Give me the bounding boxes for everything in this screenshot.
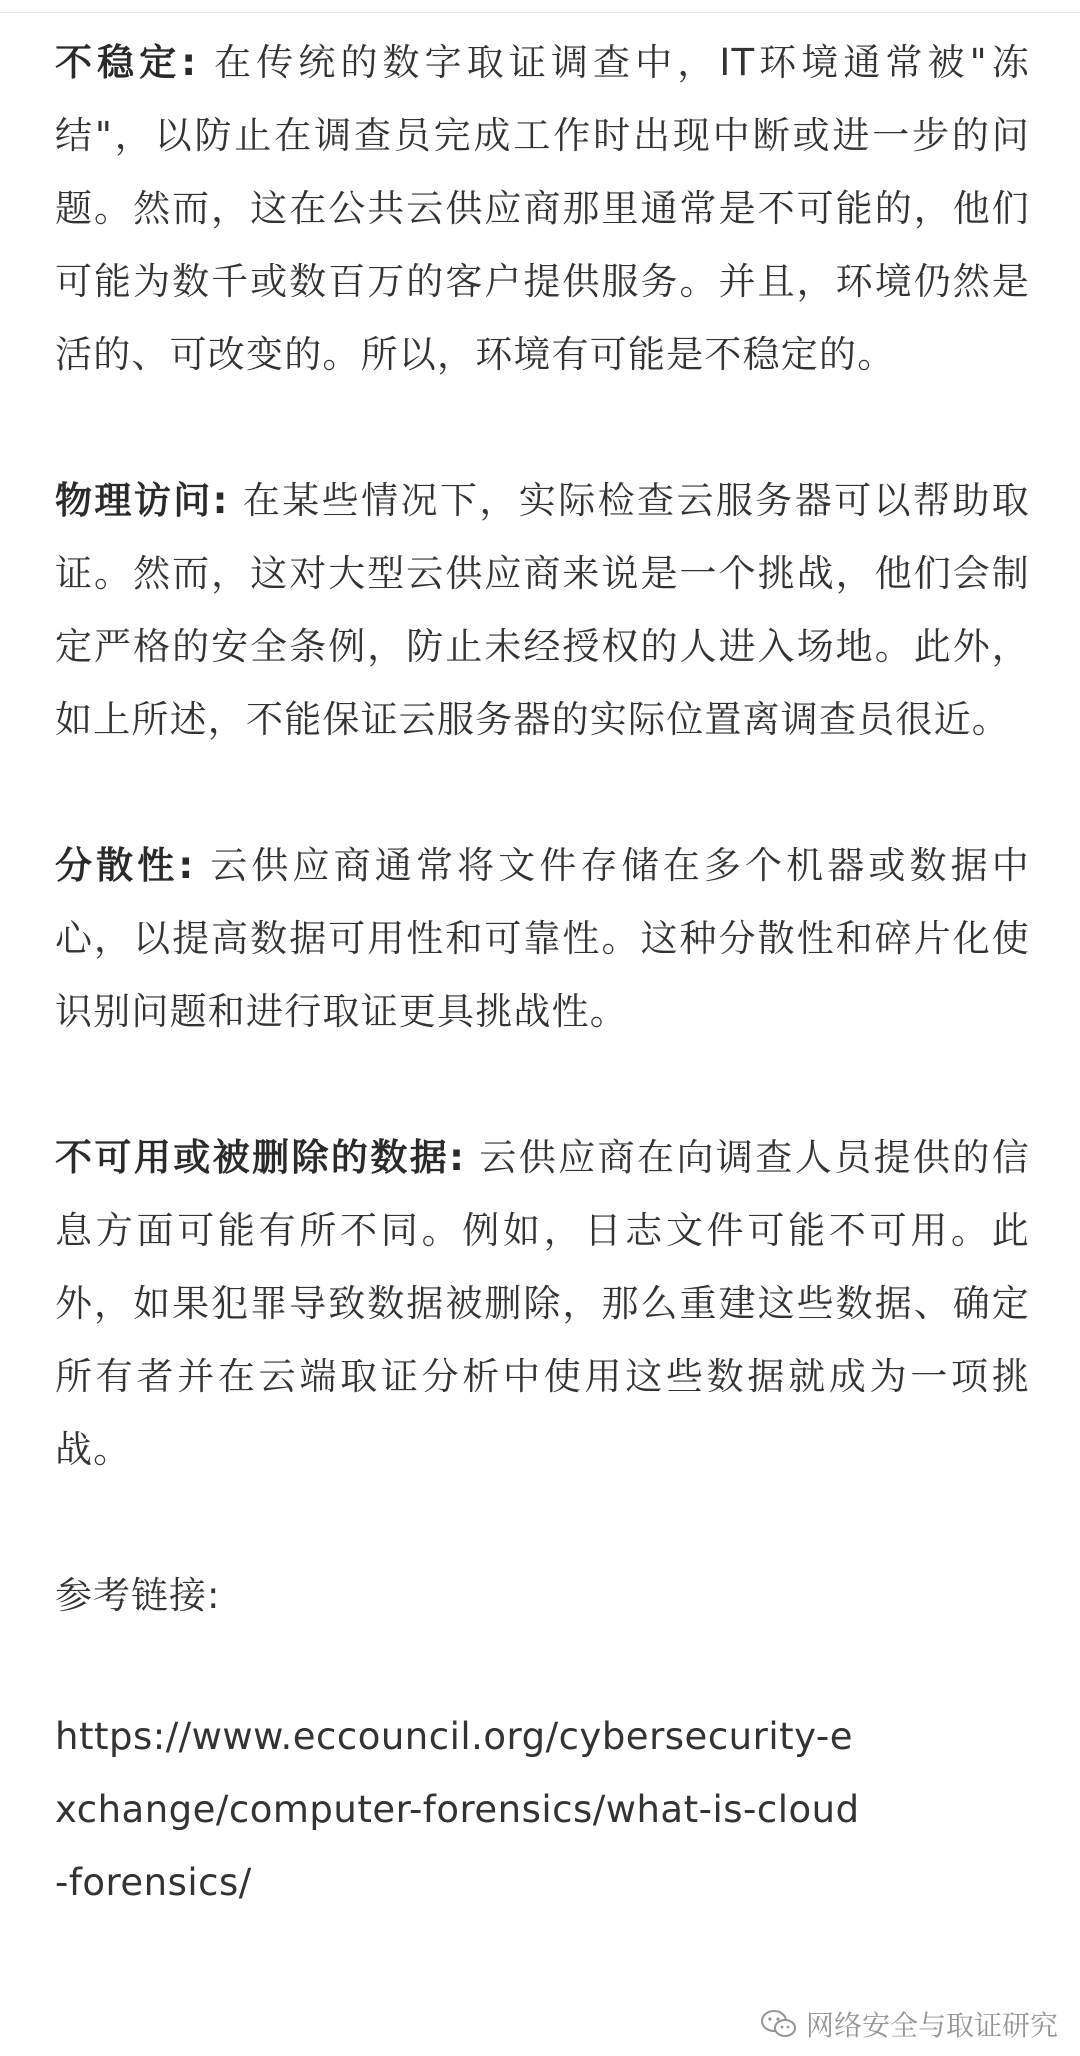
paragraph-text: 云供应商通常将文件存储在多个机器或数据中心，以提高数据可用性和可靠性。这种分散性和碎片化使识别问题和进行取证更具挑战性。 — [55, 844, 1030, 1033]
wechat-icon — [760, 2009, 798, 2039]
paragraph-instability — [55, 26, 1030, 391]
watermark-text: 网络安全与取证研究 — [805, 2009, 1058, 2042]
paragraph-text: 在传统的数字取证调查中，IT环境通常被"冻结"，以防止在调查员完成工作时出现中断或进一步的问题。然而，这在公共云供应商那里通常是不可能的，他们可能为数千或数百万的客户提供服务。并且，环境仍然是活的、可改变的。所以，环境有可能是不稳定的。 — [55, 41, 1030, 376]
article-body — [55, 26, 1030, 1919]
paragraph-unavailable-data — [55, 1121, 1030, 1486]
paragraph-text: 在某些情况下，实际检查云服务器可以帮助取证。然而，这对大型云供应商来说是一个挑战，他们会制定严格的安全条例，防止未经授权的人进入场地。此外，如上所述，不能保证云服务器的实际位置离调查员很近。 — [55, 479, 1030, 741]
term-physical-access: 物理访问: — [55, 479, 229, 522]
paragraph-text: 云供应商在向调查人员提供的信息方面可能有所不同。例如，日志文件可能不可用。此外，如果犯罪导致数据被删除，那么重建这些数据、确定所有者并在云端取证分析中使用这些数据就成为一项挑战。 — [55, 1136, 1031, 1471]
top-divider — [0, 0, 1080, 13]
term-dispersion: 分散性: — [55, 844, 195, 887]
term-instability: 不稳定: — [55, 41, 198, 84]
references-label: 参考链接: — [55, 1574, 221, 1617]
term-unavailable-data: 不可用或被删除的数据: — [55, 1136, 466, 1179]
reference-link[interactable]: https://www.eccouncil.org/cybersecurity-exchange/computer-forensics/what-is-cloud-forensics/ — [55, 1715, 860, 1904]
paragraph-dispersion — [55, 829, 1030, 1048]
paragraph-physical-access — [55, 464, 1030, 756]
watermark — [760, 2004, 1058, 2044]
